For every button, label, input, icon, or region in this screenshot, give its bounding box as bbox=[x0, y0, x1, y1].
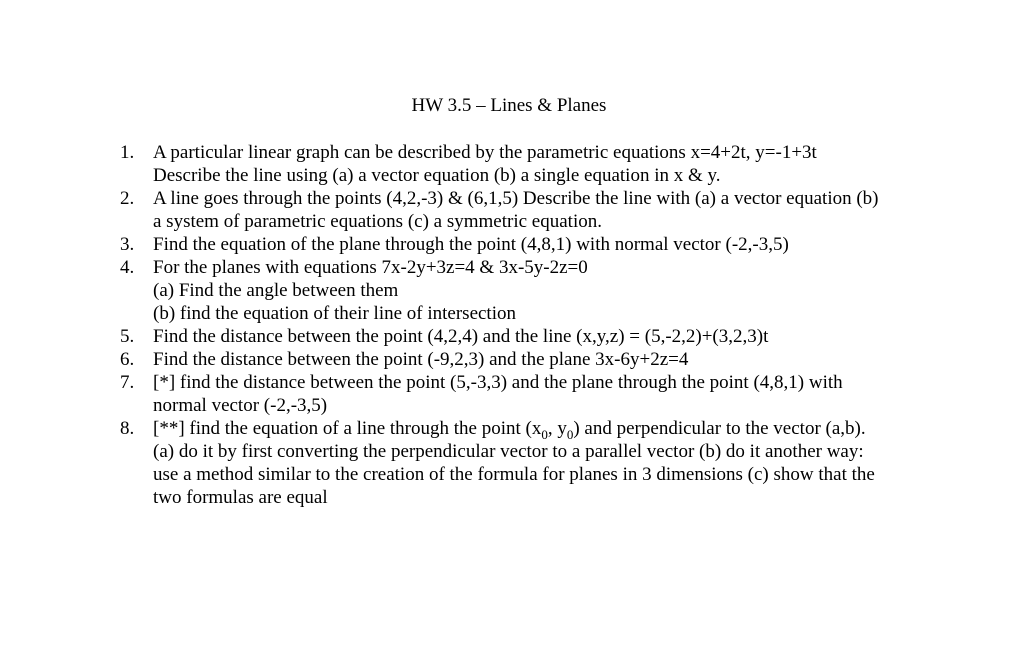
problem-line: (a) Find the angle between them bbox=[153, 280, 399, 301]
problem-text-segment: [**] find the equation of a line through the point (x bbox=[153, 418, 542, 439]
problem-6 bbox=[120, 348, 940, 371]
problem-number: 7. bbox=[120, 372, 135, 393]
problem-text bbox=[153, 141, 940, 187]
problem-line: normal vector (-2,-3,5) bbox=[153, 395, 328, 416]
problem-number: 4. bbox=[120, 257, 135, 278]
problem-text-segment: , y bbox=[547, 418, 567, 439]
problem-number: 3. bbox=[120, 234, 135, 255]
problem-5 bbox=[120, 325, 940, 348]
problem-3 bbox=[120, 233, 940, 256]
problem-line: a system of parametric equations (c) a symmetric equation. bbox=[153, 211, 602, 232]
problem-line: two formulas are equal bbox=[153, 487, 328, 508]
problem-2 bbox=[120, 187, 940, 233]
problem-text bbox=[153, 348, 940, 371]
problem-line: A line goes through the points (4,2,-3) & (6,1,5) Describe the line with (a) a vector equation (b) bbox=[153, 188, 879, 209]
problem-text bbox=[153, 325, 940, 348]
problem-7 bbox=[120, 371, 940, 417]
problem-line bbox=[153, 417, 940, 440]
problem-number: 1. bbox=[120, 142, 135, 163]
problem-line: For the planes with equations 7x-2y+3z=4 & 3x-5y-2z=0 bbox=[153, 257, 588, 278]
problem-text bbox=[153, 233, 940, 256]
problem-text bbox=[153, 371, 940, 417]
problem-number: 5. bbox=[120, 326, 135, 347]
problem-line: [*] find the distance between the point (5,-3,3) and the plane through the point (4,8,1) with bbox=[153, 372, 843, 393]
problem-8 bbox=[120, 417, 940, 509]
problem-line: (a) do it by first converting the perpendicular vector to a parallel vector (b) do it another way: bbox=[153, 441, 864, 462]
problem-text bbox=[153, 256, 940, 325]
problem-line: Find the distance between the point (-9,2,3) and the plane 3x-6y+2z=4 bbox=[153, 349, 689, 370]
problem-4 bbox=[120, 256, 940, 325]
problem-number: 8. bbox=[120, 418, 135, 439]
problem-text-segment: ) and perpendicular to the vector (a,b). bbox=[573, 418, 866, 439]
problem-line: (b) find the equation of their line of intersection bbox=[153, 303, 516, 324]
problem-line: use a method similar to the creation of the formula for planes in 3 dimensions (c) show that the bbox=[153, 464, 875, 485]
problem-number: 6. bbox=[120, 349, 135, 370]
subscript-zero: 0 bbox=[541, 426, 548, 442]
problem-number: 2. bbox=[120, 188, 135, 209]
problem-text bbox=[153, 187, 940, 233]
problem-line: Find the equation of the plane through the point (4,8,1) with normal vector (-2,-3,5) bbox=[153, 234, 789, 255]
problem-line: A particular linear graph can be described by the parametric equations x=4+2t, y=-1+3t bbox=[153, 142, 817, 163]
page-title: HW 3.5 – Lines & Planes bbox=[411, 95, 607, 116]
problem-text bbox=[153, 417, 940, 509]
problem-1 bbox=[120, 141, 940, 187]
subscript-zero: 0 bbox=[566, 426, 574, 442]
problem-list bbox=[120, 141, 940, 509]
problem-line: Describe the line using (a) a vector equation (b) a single equation in x & y. bbox=[153, 165, 721, 186]
problem-line: Find the distance between the point (4,2,4) and the line (x,y,z) = (5,-2,2)+(3,2,3)t bbox=[153, 326, 769, 347]
